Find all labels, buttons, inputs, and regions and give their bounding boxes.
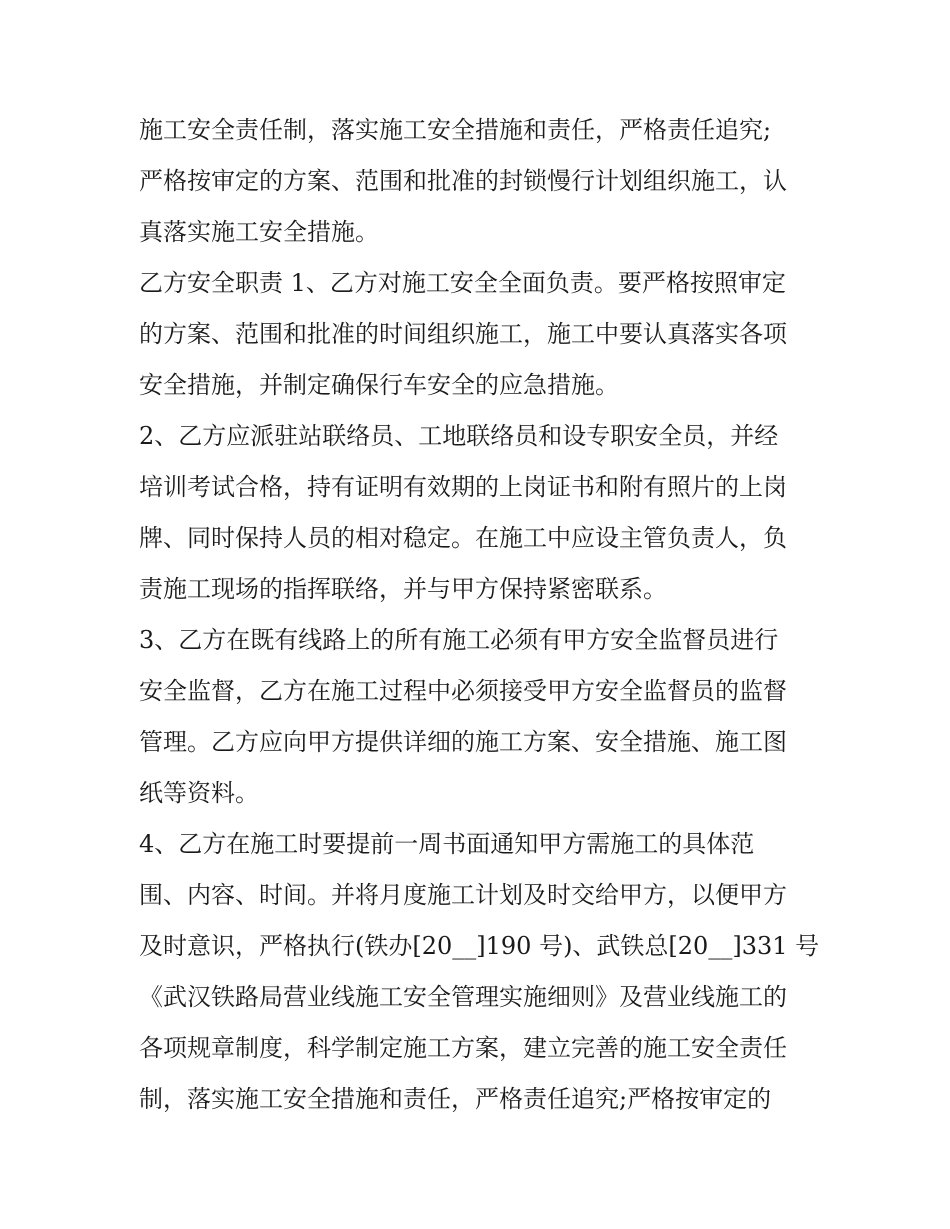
text-line: 安全监督，乙方在施工过程中必须接受甲方安全监督员的监督 [139, 677, 787, 705]
text-line: 安全措施，并制定确保行车安全的应急措施。 [139, 371, 619, 399]
document-body [139, 105, 819, 1125]
text-line: 4、乙方在施工时要提前一周书面通知甲方需施工的具体范 [139, 830, 755, 858]
text-line: 制，落实施工安全措施和责任，严格责任追究;严格按审定的 [139, 1085, 772, 1113]
text-line: 的方案、范围和批准的时间组织施工，施工中要认真落实各项 [139, 320, 787, 348]
text-line: 2、乙方应派驻站联络员、工地联络员和设专职安全员，并经 [139, 422, 779, 450]
text-line: 纸等资料。 [139, 779, 259, 807]
text-line: 围、内容、时间。并将月度施工计划及时交给甲方，以便甲方 [139, 881, 787, 909]
text-line: 牌、同时保持人员的相对稳定。在施工中应设主管负责人，负 [139, 524, 787, 552]
text-line: 《武汉铁路局营业线施工安全管理实施细则》及营业线施工的 [139, 983, 787, 1011]
text-line: 培训考试合格，持有证明有效期的上岗证书和附有照片的上岗 [139, 473, 787, 501]
text-line: 各项规章制度，科学制定施工方案，建立完善的施工安全责任 [139, 1034, 787, 1062]
text-line: 施工安全责任制，落实施工安全措施和责任，严格责任追究; [139, 116, 772, 144]
text-line: 责施工现场的指挥联络，并与甲方保持紧密联系。 [139, 575, 667, 603]
text-line: 3、乙方在既有线路上的所有施工必须有甲方安全监督员进行 [139, 626, 779, 654]
text-line: 管理。乙方应向甲方提供详细的施工方案、安全措施、施工图 [139, 728, 787, 756]
text-line: 真落实施工安全措施。 [139, 218, 379, 246]
text-line: 严格按审定的方案、范围和批准的封锁慢行计划组织施工，认 [139, 167, 787, 195]
text-line: 及时意识，严格执行(铁办[20__]190 号)、武铁总[20__]331 号 [139, 932, 819, 960]
text-line: 乙方安全职责 1、乙方对施工安全全面负责。要严格按照审定 [139, 269, 786, 297]
